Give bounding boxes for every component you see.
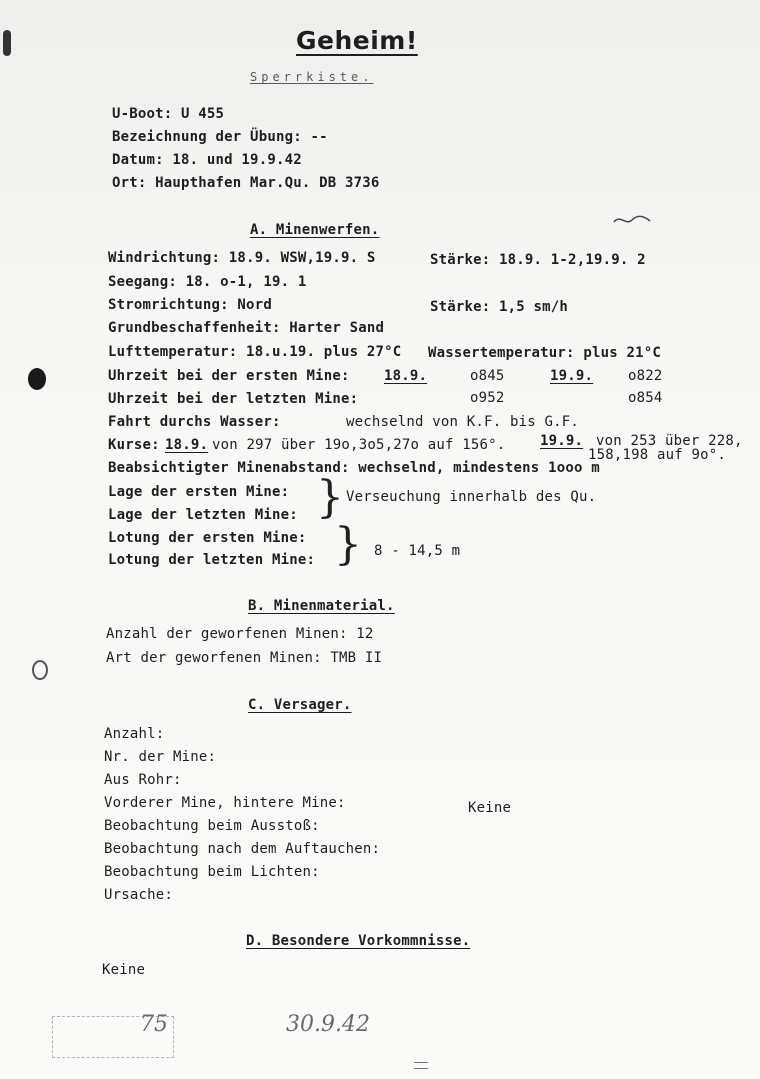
versager-item: Anzahl: bbox=[104, 726, 165, 742]
kurse-value-1: von 297 über 19o,3o5,27o auf 156°. bbox=[212, 437, 506, 453]
section-b-heading: B. Minenmaterial. bbox=[248, 598, 395, 614]
versager-item: Nr. der Mine: bbox=[104, 749, 217, 765]
kurse-label: Kurse: bbox=[108, 437, 160, 453]
uboot-line: U-Boot: U 455 bbox=[112, 106, 225, 122]
vorkommnisse-value: Keine bbox=[102, 962, 146, 978]
versager-item: Beobachtung nach dem Auftauchen: bbox=[104, 841, 381, 857]
document-title: Geheim! bbox=[296, 26, 418, 55]
letzte-mine-time-2: o854 bbox=[628, 390, 663, 406]
punch-hole-middle bbox=[28, 368, 46, 390]
versager-item: Beobachtung beim Lichten: bbox=[104, 864, 320, 880]
erste-mine-time-1: o845 bbox=[470, 368, 505, 384]
uebung-line: Bezeichnung der Übung: -- bbox=[112, 129, 328, 145]
punch-hole-lower bbox=[32, 660, 48, 680]
lufttemp-line: Lufttemperatur: 18.u.19. plus 27°C bbox=[108, 344, 402, 360]
datum-line: Datum: 18. und 19.9.42 bbox=[112, 152, 302, 168]
kurse-date-1: 18.9. bbox=[165, 437, 209, 453]
ort-line: Ort: Haupthafen Mar.Qu. DB 3736 bbox=[112, 175, 380, 191]
lotung-brace: } bbox=[334, 519, 362, 570]
versager-item: Vorderer Mine, hintere Mine: bbox=[104, 795, 346, 811]
seegang-line: Seegang: 18. o-1, 19. 1 bbox=[108, 274, 307, 290]
abstand-line: Beabsichtigter Minenabstand: wechselnd, mindestens 1ooo m bbox=[108, 460, 600, 476]
stromrichtung-line: Stromrichtung: Nord bbox=[108, 297, 272, 313]
lage-value: Verseuchung innerhalb des Qu. bbox=[346, 489, 597, 505]
lotung-value: 8 - 14,5 m bbox=[374, 543, 461, 559]
grund-line: Grundbeschaffenheit: Harter Sand bbox=[108, 320, 385, 336]
wassertemp-line: Wassertemperatur: plus 21°C bbox=[428, 345, 661, 361]
section-d-heading: D. Besondere Vorkommnisse. bbox=[246, 933, 471, 949]
art-minen: Art der geworfenen Minen: TMB II bbox=[106, 650, 383, 666]
lage-erste: Lage der ersten Mine: bbox=[108, 484, 290, 500]
kurse-value-2b: 158,198 auf 9o°. bbox=[588, 447, 727, 463]
footer-mark bbox=[414, 1062, 428, 1069]
versager-item: Beobachtung beim Ausstoß: bbox=[104, 818, 320, 834]
classification-stamp: Sperrkiste. bbox=[250, 70, 374, 84]
pen-scribble bbox=[612, 212, 652, 228]
windrichtung-line: Windrichtung: 18.9. WSW,19.9. S bbox=[108, 250, 376, 266]
anzahl-minen: Anzahl der geworfenen Minen: 12 bbox=[106, 626, 374, 642]
handwritten-number: 75 bbox=[140, 1012, 168, 1037]
lage-letzte: Lage der letzten Mine: bbox=[108, 507, 298, 523]
section-a-heading: A. Minenwerfen. bbox=[250, 222, 380, 238]
strom-staerke: Stärke: 1,5 sm/h bbox=[430, 299, 569, 315]
letzte-mine-time-1: o952 bbox=[470, 390, 505, 406]
section-c-heading: C. Versager. bbox=[248, 697, 352, 713]
erste-mine-time-2: o822 bbox=[628, 368, 663, 384]
kurse-date-2: 19.9. bbox=[540, 433, 584, 449]
wind-staerke: Stärke: 18.9. 1-2,19.9. 2 bbox=[430, 252, 646, 268]
fahrt-value: wechselnd von K.F. bis G.F. bbox=[346, 414, 579, 430]
erste-mine-date-1: 18.9. bbox=[384, 368, 428, 384]
letzte-mine-label: Uhrzeit bei der letzten Mine: bbox=[108, 391, 359, 407]
versager-item: Aus Rohr: bbox=[104, 772, 182, 788]
erste-mine-date-2: 19.9. bbox=[550, 368, 594, 384]
lage-brace: } bbox=[316, 472, 344, 523]
lotung-letzte: Lotung der letzten Mine: bbox=[108, 552, 316, 568]
versager-value: Keine bbox=[468, 800, 512, 816]
erste-mine-label: Uhrzeit bei der ersten Mine: bbox=[108, 368, 350, 384]
handwritten-date: 30.9.42 bbox=[286, 1012, 370, 1037]
fahrt-label: Fahrt durchs Wasser: bbox=[108, 414, 281, 430]
versager-item: Ursache: bbox=[104, 887, 174, 903]
kurse-value-2a: von 253 über 228, bbox=[596, 433, 743, 449]
lotung-erste: Lotung der ersten Mine: bbox=[108, 530, 307, 546]
punch-hole-top bbox=[3, 30, 11, 56]
